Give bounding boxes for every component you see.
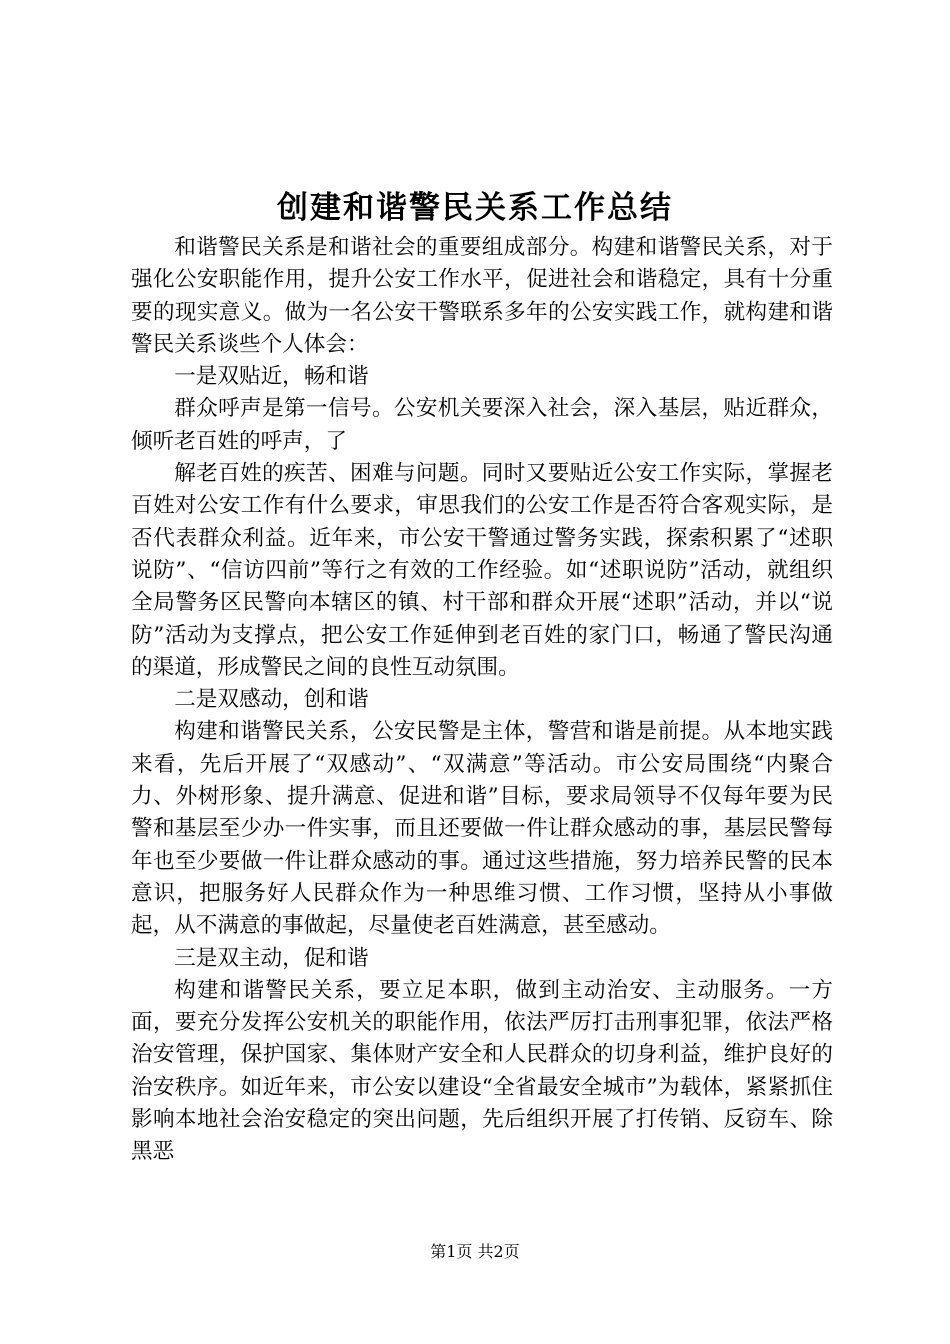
paragraph: 构建和谐警民关系，公安民警是主体，警营和谐是前提。从本地实践来看，先后开展了“双感动”、“双满意”等活动。市公安局围绕“内聚合力、外树形象、提升满意、促进和谐”目标，要求局领导不仅每年要为民警和基层至少办一件实事，而且还要做一件让群众感动的事，基层民警每年也至少要做一件让群众感动的事。通过这些措施，努力培养民警的民本意识，把服务好人民群众作为一种思维习惯、工作习惯，坚持从小事做起，从不满意的事做起，尽量使老百姓满意，甚至感动。 [131, 719, 833, 939]
section-heading-2: 二是双感动，创和谐 [174, 687, 369, 713]
section-heading-3: 三是双主动，促和谐 [174, 945, 369, 971]
paragraph: 构建和谐警民关系，要立足本职，做到主动治安、主动服务。一方面，要充分发挥公安机关的职能作用，依法严厉打击刑事犯罪，依法严格治安管理，保护国家、集体财产安全和人民群众的切身利益，维护良好的治安秩序。如近年来，市公安以建设“全省最安全城市”为载体，紧紧抓住影响本地社会治安稳定的突出问题，先后组织开展了打传销、反窃车、除黑恶 [131, 977, 833, 1165]
page-title: 创建和谐警民关系工作总结 [277, 190, 673, 226]
paragraph: 群众呼声是第一信号。公安机关要深入社会，深入基层，贴近群众，倾听老百姓的呼声，了 [131, 396, 833, 454]
paragraph: 解老百姓的疾苦、困难与问题。同时又要贴近公安工作实际，掌握老百姓对公安工作有什么要求，审思我们的公安工作是否符合客观实际，是否代表群众利益。近年来，市公安干警通过警务实践，探索积累了“述职说防”、“信访四前”等行之有效的工作经验。如“述职说防”活动，就组织全局警务区民警向本辖区的镇、村干部和群众开展“述职”活动，并以“说防”活动为支撑点，把公安工作延伸到老百姓的家门口，畅通了警民沟通的渠道，形成警民之间的良性互动氛围。 [131, 461, 833, 680]
paragraph-intro: 和谐警民关系是和谐社会的重要组成部分。构建和谐警民关系，对于强化公安职能作用，提升公安工作水平，促进社会和谐稳定，具有十分重要的现实意义。做为一名公安干警联系多年的公安实践工作，就构建和谐警民关系谈些个人体会： [131, 235, 833, 357]
document-body [131, 232, 833, 1169]
page-number-footer: 第1页 共2页 [430, 1242, 520, 1261]
section-heading-1: 一是双贴近，畅和谐 [174, 364, 369, 390]
